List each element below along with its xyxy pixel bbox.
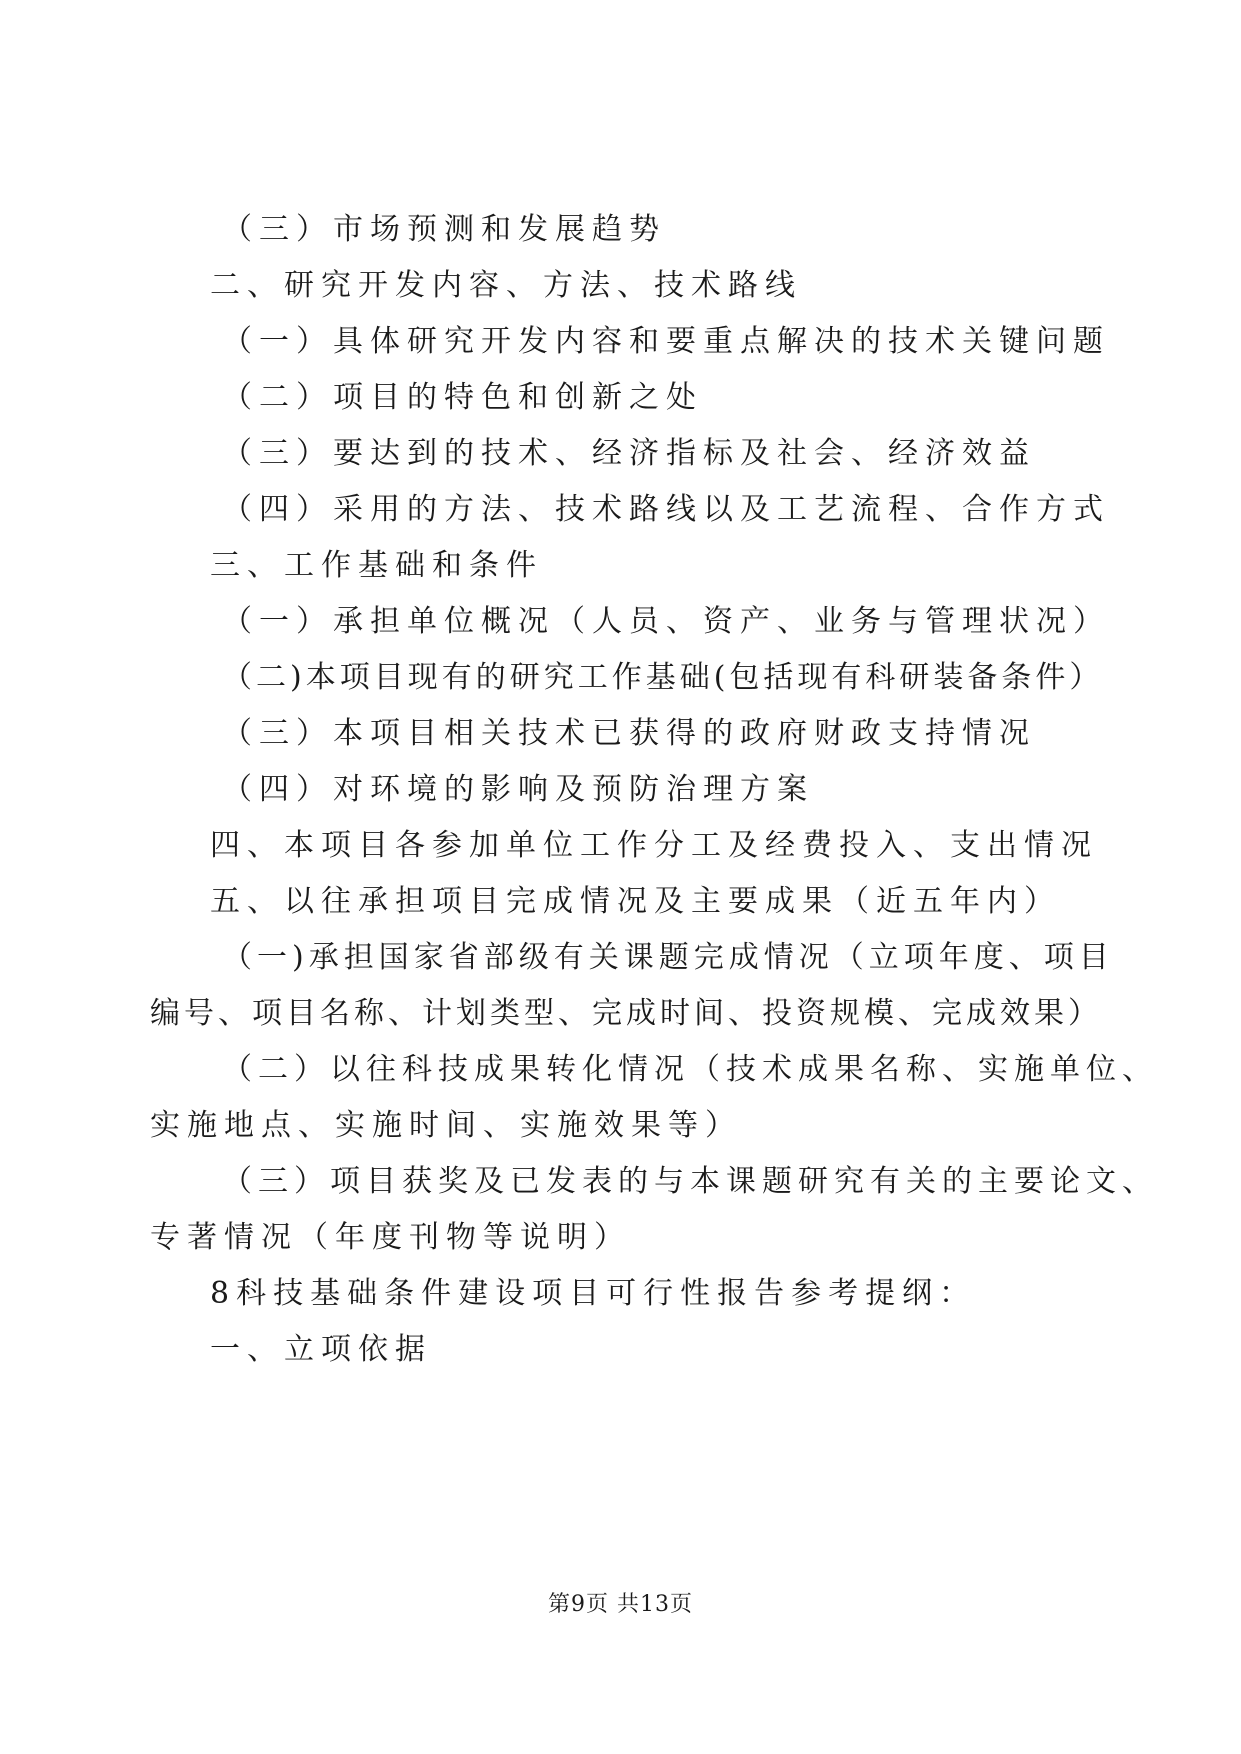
text-line: （一）承担单位概况（人员、资产、业务与管理状况） [222,604,1110,639]
page-number: 第9页 共13页 [548,1592,693,1617]
text-line: 三、工作基础和条件 [210,548,543,583]
text-line: 8科技基础条件建设项目可行性报告参考提纲： [210,1276,977,1311]
text-line: （三）市场预测和发展趋势 [222,212,666,247]
text-line: （一)承担国家省部级有关课题完成情况（立项年度、项目 [222,940,1114,975]
text-line: 五、以往承担项目完成情况及主要成果（近五年内） [210,884,1061,919]
text-line: （四）采用的方法、技术路线以及工艺流程、合作方式 [222,492,1110,527]
text-line: 编号、项目名称、计划类型、完成时间、投资规模、完成效果） [150,996,1102,1031]
text-line: 一、立项依据 [210,1332,432,1367]
text-line: （三）本项目相关技术已获得的政府财政支持情况 [222,716,1036,751]
text-line: 二、研究开发内容、方法、技术路线 [210,268,802,303]
text-line: 专著情况（年度刊物等说明） [150,1220,631,1255]
text-line: （二)本项目现有的研究工作基础(包括现有科研装备条件） [222,660,1104,695]
text-line: （三）项目获奖及已发表的与本课题研究有关的主要论文、 [222,1164,1158,1199]
text-line: （一）具体研究开发内容和要重点解决的技术关键问题 [222,324,1110,359]
text-line: （四）对环境的影响及预防治理方案 [222,772,814,807]
text-line: 四、本项目各参加单位工作分工及经费投入、支出情况 [210,828,1098,863]
text-line: （二）以往科技成果转化情况（技术成果名称、实施单位、 [222,1052,1158,1087]
text-line: （二）项目的特色和创新之处 [222,380,703,415]
text-line: 实施地点、实施时间、实施效果等） [150,1108,742,1143]
text-line: （三）要达到的技术、经济指标及社会、经济效益 [222,436,1036,471]
